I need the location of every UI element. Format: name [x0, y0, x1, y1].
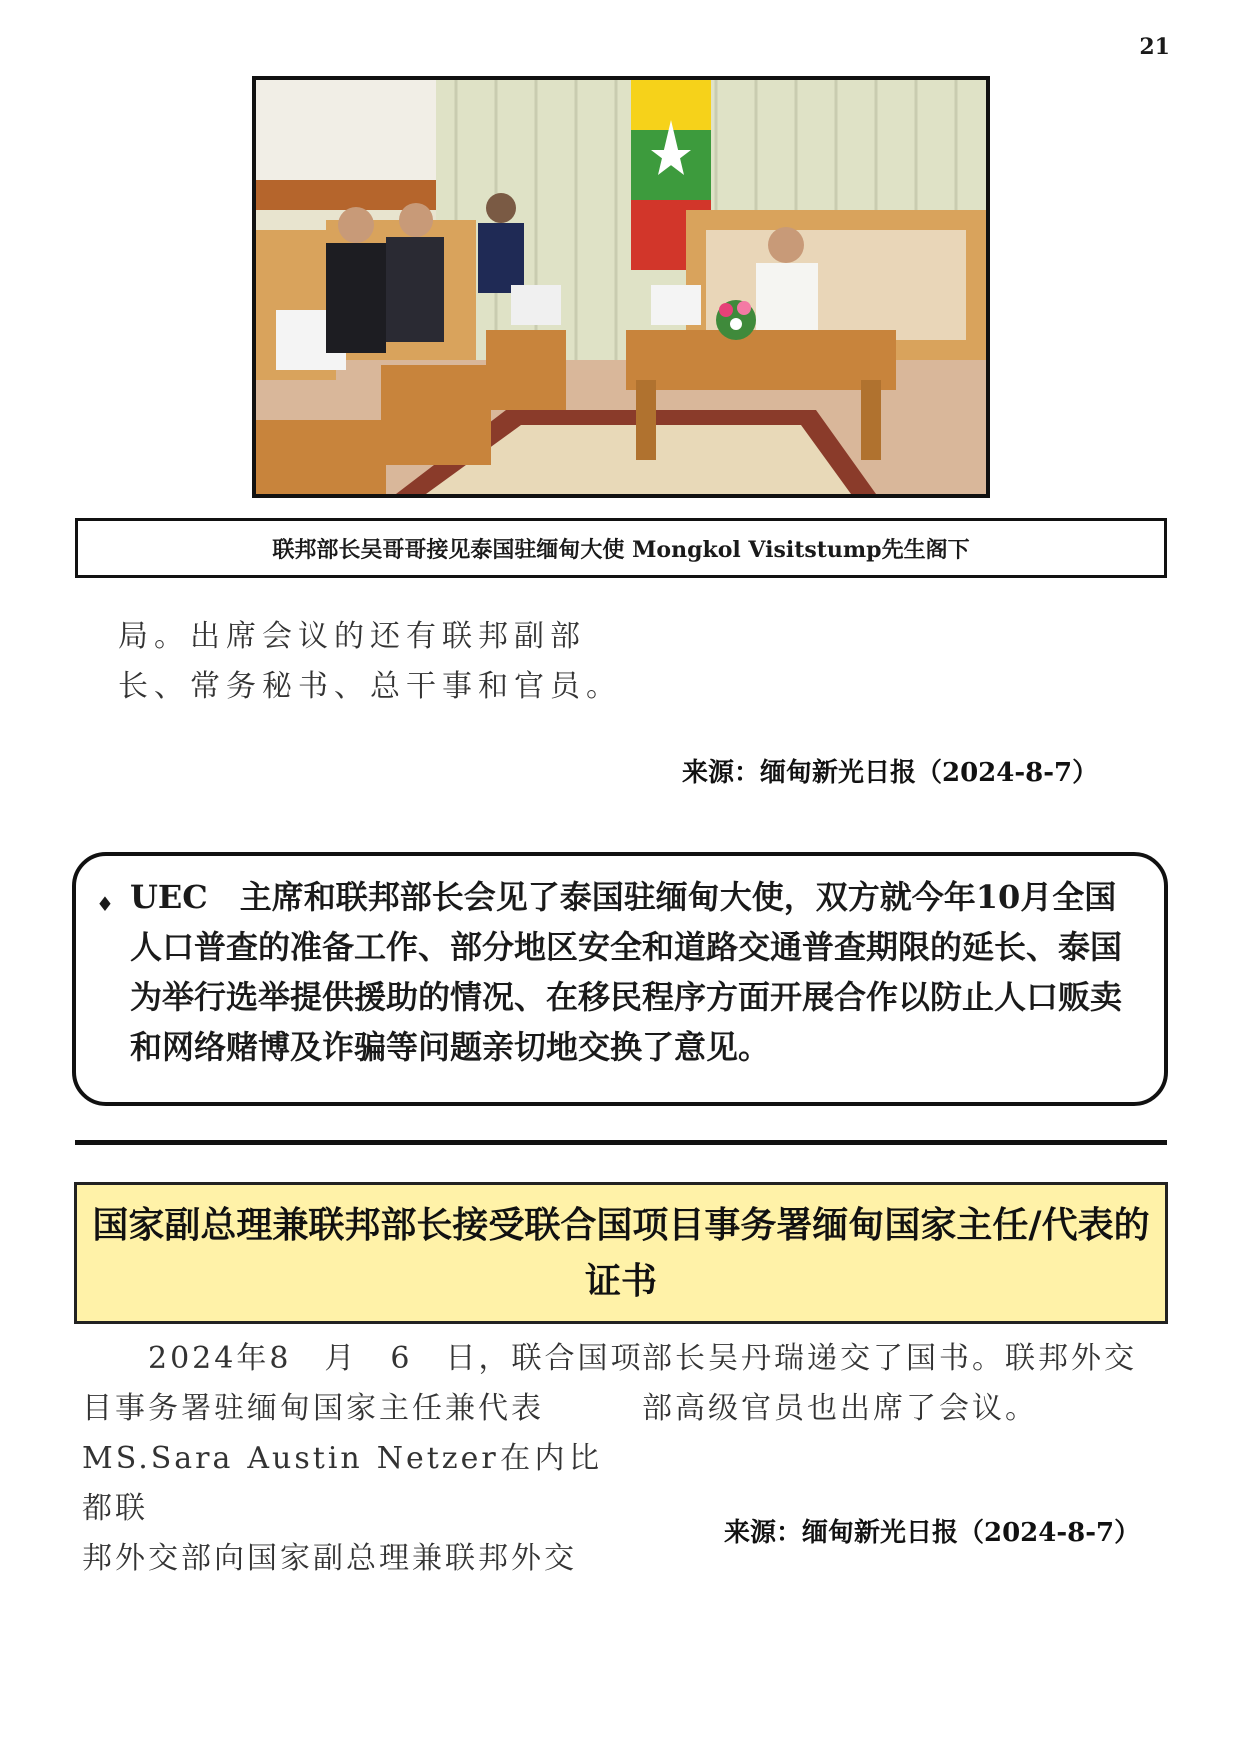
summary-box [72, 852, 1168, 1106]
article2-right-column [642, 1334, 1168, 1434]
bullet-icon: ♦ [96, 892, 114, 916]
page-number: 21 [1139, 34, 1170, 60]
article2-line: 部高级官员也出席了会议。 [642, 1391, 1038, 1426]
summary-text: UEC 主席和联邦部长会见了泰国驻缅甸大使，双方就今年10月全国人口普查的准备工作、部分地区安全和道路交通普查期限的延长、泰国为举行选举提供援助的情况、在移民程序方面开展合作以防止人口贩卖和网络赌博及诈骗等问题亲切地交换了意见。 [130, 878, 1123, 1066]
article2-line: 目事务署驻缅甸国家主任兼代表 [82, 1391, 544, 1426]
section-divider [75, 1140, 1167, 1145]
article2-line: MS.Sara Austin Netzer在内比都联 [82, 1441, 602, 1526]
article1-source: 来源：缅甸新光日报（2024-8-7） [682, 758, 1099, 788]
article2-line: 邦外交部向国家副总理兼联邦外交 [82, 1541, 577, 1576]
article1-continuation [118, 612, 638, 712]
article2-left-column [82, 1334, 644, 1584]
meeting-photo [252, 76, 990, 498]
article2-line: 2024年8 月 6 日，联合国项 [82, 1341, 644, 1376]
article2-line: 部长吴丹瑞递交了国书。联邦外交 [642, 1341, 1137, 1376]
article1-line: 长、常务秘书、总干事和官员。 [118, 669, 622, 704]
article1-line: 局。出席会议的还有联邦副部 [118, 619, 586, 654]
meeting-photo-illustration [256, 80, 986, 494]
article2-source: 来源：缅甸新光日报（2024-8-7） [724, 1518, 1141, 1548]
article2-heading: 国家副总理兼联邦部长接受联合国项目事务署缅甸国家主任/代表的证书 [92, 1204, 1150, 1302]
article2-heading-box [74, 1182, 1168, 1324]
photo-caption-text: 联邦部长吴哥哥接见泰国驻缅甸大使 Mongkol Visitstump先生阁下 [272, 536, 970, 563]
photo-caption [75, 518, 1167, 578]
